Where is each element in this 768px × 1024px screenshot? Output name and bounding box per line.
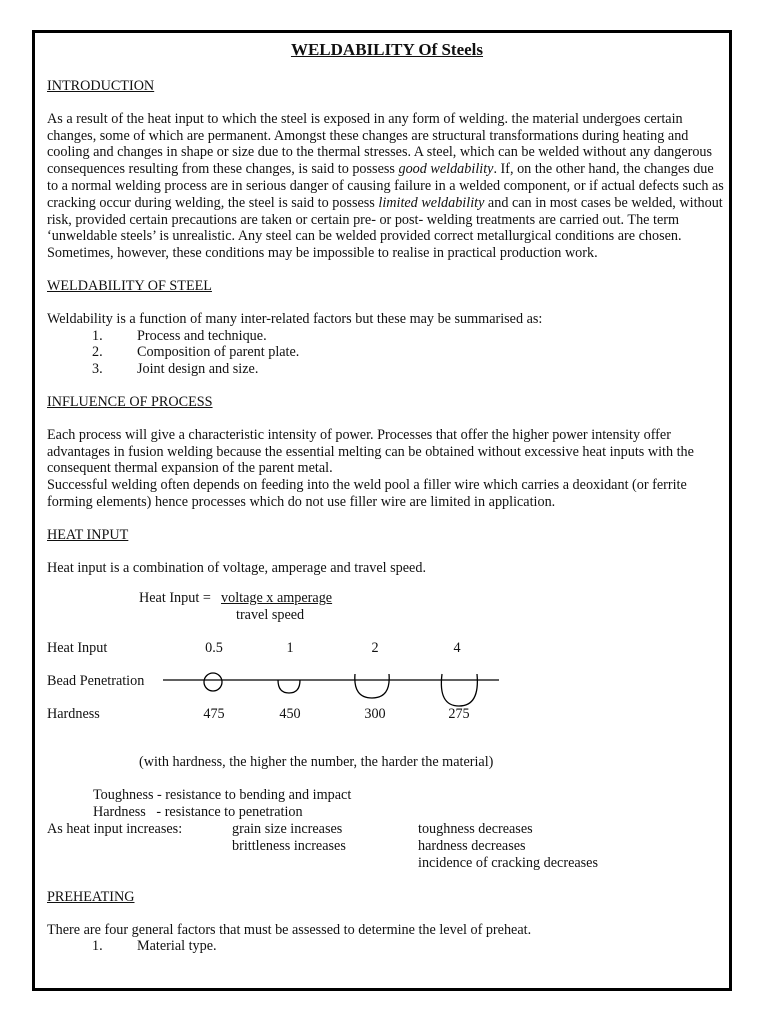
intro-em-good-weldability: good weldability bbox=[398, 161, 494, 178]
section-heading-process: INFLUENCE OF PROCESS bbox=[47, 393, 213, 410]
toughness-definition: Toughness - resistance to bending and impact bbox=[93, 787, 352, 804]
bead-shape bbox=[204, 673, 222, 691]
row-label-heat-input: Heat Input bbox=[47, 640, 108, 657]
hardness-definition: Hardness - resistance to penetration bbox=[93, 803, 303, 820]
formula-label: Heat Input = bbox=[139, 590, 211, 607]
section-heading-heat-input: HEAT INPUT bbox=[47, 526, 129, 543]
effect-item: toughness decreases bbox=[418, 820, 533, 837]
row-label-hardness: Hardness bbox=[47, 706, 100, 723]
section-heading-introduction: INTRODUCTION bbox=[47, 78, 155, 94]
weldability-list bbox=[47, 328, 727, 378]
intro-text-1: As a result of the heat input to which the steel is exposed in any form of welding. the material undergoes certain changes, some of which are permanent. Amongst these changes are structural transformations during heating and cooling and changes in shape or size due to the thermal stresses. A steel, which can be welded without any dangerous consequences resulting from these changes, is said to possess bbox=[47, 110, 713, 178]
effect-item: brittleness increases bbox=[232, 837, 346, 854]
formula-denominator: travel speed bbox=[236, 607, 305, 624]
hardness-value: 275 bbox=[448, 706, 470, 723]
list-item: 1. Material type. bbox=[92, 938, 217, 955]
intro-em-limited-weldability: limited weldability bbox=[378, 194, 485, 211]
preheat-text: There are four general factors that must be assessed to determine the level of preheat. bbox=[47, 921, 532, 938]
bead-penetration-diagram bbox=[47, 640, 727, 754]
section-heading-preheating: PREHEATING bbox=[47, 888, 135, 905]
bead-shape bbox=[355, 674, 389, 698]
list-item: 2. Composition of parent plate. bbox=[92, 344, 300, 361]
heat-effects-label: As heat input increases: bbox=[47, 820, 183, 837]
list-item: 3. Joint design and size. bbox=[92, 361, 259, 378]
hardness-value: 475 bbox=[203, 706, 225, 723]
intro-text-2: . If, on the other hand, the changes due to a normal welding process are in serious danger of causing failure in a welded component, or if actual defects such as cracking occur during welding, the steel is said to possess bbox=[47, 161, 724, 211]
bead-shape bbox=[278, 680, 300, 693]
list-item: 1. Process and technique. bbox=[92, 327, 267, 344]
document-title: WELDABILITY Of Steels bbox=[290, 40, 484, 59]
document-body bbox=[47, 40, 727, 971]
heat-value: 4 bbox=[453, 640, 461, 657]
formula-numerator: voltage x amperage bbox=[221, 590, 333, 607]
effect-item: incidence of cracking decreases bbox=[418, 854, 598, 871]
heat-value: 1 bbox=[286, 640, 294, 657]
intro-text-3: and can in most cases be welded, without risk, provided certain precautions are taken or certain pre- or post- welding treatments are carried out. The term ‘unweldable steels’ is unrealistic. Any steel can be welded provided correct metallurgical conditions are chosen. Sometimes, however, these conditions may be impossible to realise in practical production work. bbox=[47, 194, 723, 262]
weldability-text: Weldability is a function of many inter-related factors but these may be summarised as: bbox=[47, 310, 543, 327]
effect-item: hardness decreases bbox=[418, 837, 526, 854]
heat-text: Heat input is a combination of voltage, amperage and travel speed. bbox=[47, 559, 426, 576]
heat-input-formula bbox=[139, 590, 727, 624]
process-text-1: Each process will give a characteristic intensity of power. Processes that offer the higher power intensity offer advantages in fusion welding because the essential melting can be obtained without excessive heat inputs with the consequent thermal expansion of the parent metal. bbox=[47, 426, 694, 477]
process-text-2: Successful welding often depends on feeding into the weld pool a filler wire which carries a deoxidant (or ferrite forming elements) hence processes which do not use filler wire are limited in application. bbox=[47, 477, 687, 510]
bead-shape bbox=[441, 674, 477, 706]
hardness-value: 300 bbox=[364, 706, 386, 723]
bead-shapes bbox=[47, 640, 727, 750]
heat-value: 2 bbox=[371, 640, 379, 657]
heat-effects-table bbox=[47, 821, 727, 873]
intro-paragraph bbox=[47, 111, 727, 262]
section-heading-weldability: WELDABILITY OF STEEL bbox=[47, 277, 212, 294]
row-label-bead-penetration: Bead Penetration bbox=[47, 673, 145, 690]
preheat-list bbox=[47, 938, 727, 955]
effect-item: grain size increases bbox=[232, 820, 343, 837]
heat-value: 0.5 bbox=[205, 640, 223, 657]
hardness-note: (with hardness, the higher the number, the harder the material) bbox=[139, 754, 494, 771]
hardness-value: 450 bbox=[279, 706, 301, 723]
